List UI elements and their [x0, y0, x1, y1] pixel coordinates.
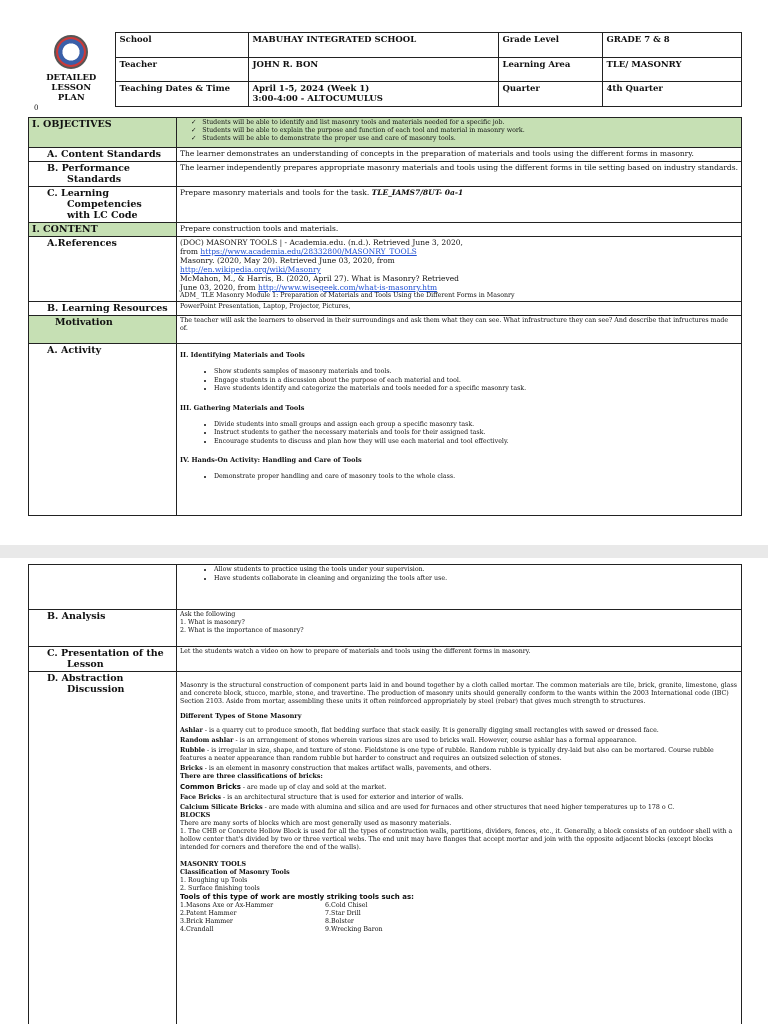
- blank-label-cell: [29, 565, 177, 610]
- blocks-heading: BLOCKS: [180, 812, 211, 819]
- tool-item: 2.Patent Hammer: [180, 910, 237, 917]
- dates-value: April 1-5, 2024 (Week 1) 3:00-4:00 - ALTOCUMULUS: [248, 82, 498, 107]
- grade-value: GRADE 7 & 8: [602, 33, 741, 58]
- tools-heading: MASONRY TOOLS: [180, 860, 247, 868]
- performance-standards-text: The learner independently prepares appropriate masonry materials and tools using the different forms in tile setting based on industry standards.: [177, 162, 742, 187]
- reference-link[interactable]: http://en.wikipedia.org/wiki/Masonry: [180, 265, 321, 274]
- references-label: A.References: [29, 237, 177, 302]
- deped-seal-icon: [54, 35, 88, 69]
- lesson-table: [28, 117, 742, 516]
- activity-item: • Demonstrate proper handling and care of masonry tools to the whole class.: [214, 473, 738, 482]
- activity-item: • Show students samples of masonry materials and tools.: [214, 368, 738, 377]
- motivation-text: The teacher will ask the learners to observed in their surroundings and ask them what they can see. What infrastructure they can see? And describe that infructures made of.: [177, 316, 742, 344]
- activity-section-title: IV. Hands-On Activity: Handling and Care of Tools: [180, 456, 362, 464]
- analysis-label: B. Analysis: [29, 610, 177, 647]
- abstraction-intro: Masonry is the structural construction of component parts laid in and bound together by a cloth called mortar. The common materials are tile, brick, granite, limestone, glass and concrete block, stucco, marble, stone, and travertine. The production of masonry units should generally conform to the wants within the 2003 International code (IBC) Section 2103. Aside from mortar, assembling these units it often reinforced appropriately by steel (rebar) that gives much strength to structures.: [180, 682, 737, 705]
- references-text: (DOC) MASONRY TOOLS | - Academia.edu. (n.d.). Retrieved June 3, 2020, from https://www.academia.edu/28332800/MASONRY_TOOLS Masonry. (2020, May 20). Retrieved June 03, 2020, from http://en.wikipedia.org/wiki/Masonry McMahon, M., & Harris, B. (2020, April 27). What is Masonry? Retrieved June 03, 2020, from http://www.wisegeek.com/what-is-masonry.htm ADM_ TLE Masonry Module 1: Preparation of Materials and Tools Using the Different Forms in Masonry: [177, 237, 742, 302]
- quarter-value: 4th Quarter: [602, 82, 741, 107]
- presentation-text: Let the students watch a video on how to prepare of materials and tools using the different forms in masonry.: [177, 647, 742, 672]
- competencies-label: C. Learning Competencies with LC Code: [29, 187, 177, 223]
- activity-item: • Instruct students to gather the necessary materials and tools for their assigned task.: [214, 429, 738, 438]
- activity-section-title: II. Identifying Materials and Tools: [180, 351, 305, 359]
- resources-text: PowerPoint Presentation, Laptop, Projector, Pictures,: [177, 302, 742, 316]
- objective-item: ✓ Students will be able to explain the purpose and function of each tool and material in masonry work.: [191, 127, 741, 135]
- activity-item: • Engage students in a discussion about the purpose of each material and tool.: [214, 377, 738, 386]
- activity-text: [177, 344, 742, 516]
- motivation-label: Motivation: [29, 316, 177, 344]
- performance-standards-label: B. Performance Standards: [29, 162, 177, 187]
- abstraction-label: D. Abstraction Discussion: [29, 672, 177, 1024]
- activity-item: • Have students identify and categorize the materials and tools needed for a specific masonry task.: [214, 385, 738, 394]
- competency-code: TLE_IAMS7/8UT- 0a-1: [371, 188, 464, 197]
- objectives-list: [177, 118, 742, 148]
- presentation-label: C. Presentation of the Lesson: [29, 647, 177, 672]
- lesson-table-continued: [28, 564, 742, 1024]
- teacher-value: JOHN R. BON: [248, 58, 498, 82]
- content-standards-label: A. Content Standards: [29, 148, 177, 162]
- tool-item: 6.Cold Chisel: [325, 902, 368, 909]
- school-label: School: [115, 33, 248, 58]
- activity-item: • Divide students into small groups and assign each group a specific masonry task.: [214, 421, 738, 430]
- objectives-label: I. OBJECTIVES: [29, 118, 177, 148]
- header-table: [28, 32, 742, 107]
- stray-zero: 0: [34, 104, 39, 112]
- tool-item: 1.Masons Axe or Ax-Hammer: [180, 902, 274, 909]
- quarter-label: Quarter: [498, 82, 602, 107]
- dlp-title: DETAILED LESSON PLAN: [46, 72, 97, 103]
- activity-item: • Have students collaborate in cleaning and organizing the tools after use.: [214, 575, 738, 584]
- school-value: MABUHAY INTEGRATED SCHOOL: [248, 33, 498, 58]
- area-label: Learning Area: [498, 58, 602, 82]
- activity-continued: [177, 565, 742, 610]
- tool-item: 3.Brick Hammer: [180, 918, 233, 925]
- teacher-label: Teacher: [115, 58, 248, 82]
- page-gap: [0, 545, 768, 558]
- area-value: TLE/ MASONRY: [602, 58, 741, 82]
- activity-item: • Allow students to practice using the tools under your supervision.: [214, 566, 738, 575]
- resources-label: B. Learning Resources: [29, 302, 177, 316]
- content-standards-text: The learner demonstrates an understanding of concepts in the preparation of materials and tools using the different forms in masonry.: [177, 148, 742, 162]
- reference-link[interactable]: http://www.wisegeek.com/what-is-masonry.htm: [258, 283, 438, 292]
- page-two: [0, 558, 768, 1024]
- activity-section-title: III. Gathering Materials and Tools: [180, 403, 305, 412]
- activity-label: A. Activity: [29, 344, 177, 516]
- objective-item: ✓ Students will be able to demonstrate the proper use and care of masonry tools.: [191, 135, 741, 143]
- grade-label: Grade Level: [498, 33, 602, 58]
- reference-link[interactable]: https://www.academia.edu/28332800/MASONRY_TOOLS: [200, 247, 417, 256]
- abstraction-text: Masonry is the structural construction of component parts laid in and bound together by a cloth called mortar. The common materials are tile, brick, granite, limestone, glass and concrete block, stucco, marble, stone, and travertine. The production of masonry units should generally conform to the wants within the 2003 International code (IBC) Section 2103. Aside from mortar, assembling these units it often reinforced appropriately by steel (rebar) that gives much strength to structures. Different Types of Stone Masonry Ashlar - is a quarry cut to produce smooth, flat bedding surface that stack easily. It is generally digging small rectangles with sawed or dressed face. Random ashlar - is an arrangement of stones wherein various sizes are used to bricks wall. However, course ashlar has a formal appearance. Rubble - is irregular in size, shape, and texture of stone. Fieldstone is one type of rubble. Random rubble is typically dry-laid but also can be mortared. Course rubble features a neater appearance than random rubble but harder to construct and requires an outsized selection of stones. Bricks - is an element in masonry construction that makes artifact walls, pavements, and others. There are three classifications of bricks: Common Bricks - are made up of clay and sold at the market. Face Bricks - is an architectural structure that is used for exterior and interior of walls. Calcium Silicate Bricks - are made with alumina and silica and are used for furnaces and other structures that need higher temperatures up to 178 o C. BLOCKS There are many sorts of blocks which are most generally used as masonry materials. 1. The CHB or Concrete Hollow Block is used for all the types of construction walls, partitions, dividers, fences, etc., it. Generally, a block consists of an outdoor shell with a hollow center that's divided by two or three vertical webs. The end unit may have flanges that accept mortar and join with the opposite adjacent blocks (except blocks intended for corners and therefore the end of the walls). MASONRY TOOLS Classification of Masonry Tools 1. Roughing up Tools 2. Surface finishing tools Tools of this type of work are mostly striking tools such as: 1.Masons Axe or Ax-Hammer 2.Patent Hammer 3.Brick Hammer 4.Crandall 6.Cold Chisel 7.Star Drill 8.Bolster 9.Wrecking Baron: [177, 672, 742, 1024]
- tool-item: 7.Star Drill: [325, 910, 361, 917]
- competencies-text: Prepare masonry materials and tools for the task. TLE_IAMS7/8UT- 0a-1: [177, 187, 742, 223]
- activity-item: • Encourage students to discuss and plan how they will use each material and tool effectively.: [214, 438, 738, 447]
- content-label: I. CONTENT: [29, 223, 177, 237]
- analysis-text: Ask the following 1. What is masonry? 2. What is the importance of masonry?: [177, 610, 742, 647]
- tool-item: 9.Wrecking Baron: [325, 926, 383, 933]
- tool-item: 8.Bolster: [325, 918, 354, 925]
- bricks-classes-heading: There are three classifications of bricks:: [180, 773, 323, 780]
- school-seal-cell: [28, 33, 115, 107]
- tools-columns: [180, 902, 738, 934]
- tool-item: 4.Crandall: [180, 926, 214, 933]
- objective-item: ✓ Students will be able to identify and list masonry tools and materials needed for a specific job.: [191, 119, 741, 127]
- stone-types-heading: Different Types of Stone Masonry: [180, 712, 302, 720]
- dates-label: Teaching Dates & Time: [115, 82, 248, 107]
- content-text: Prepare construction tools and materials.: [177, 223, 742, 237]
